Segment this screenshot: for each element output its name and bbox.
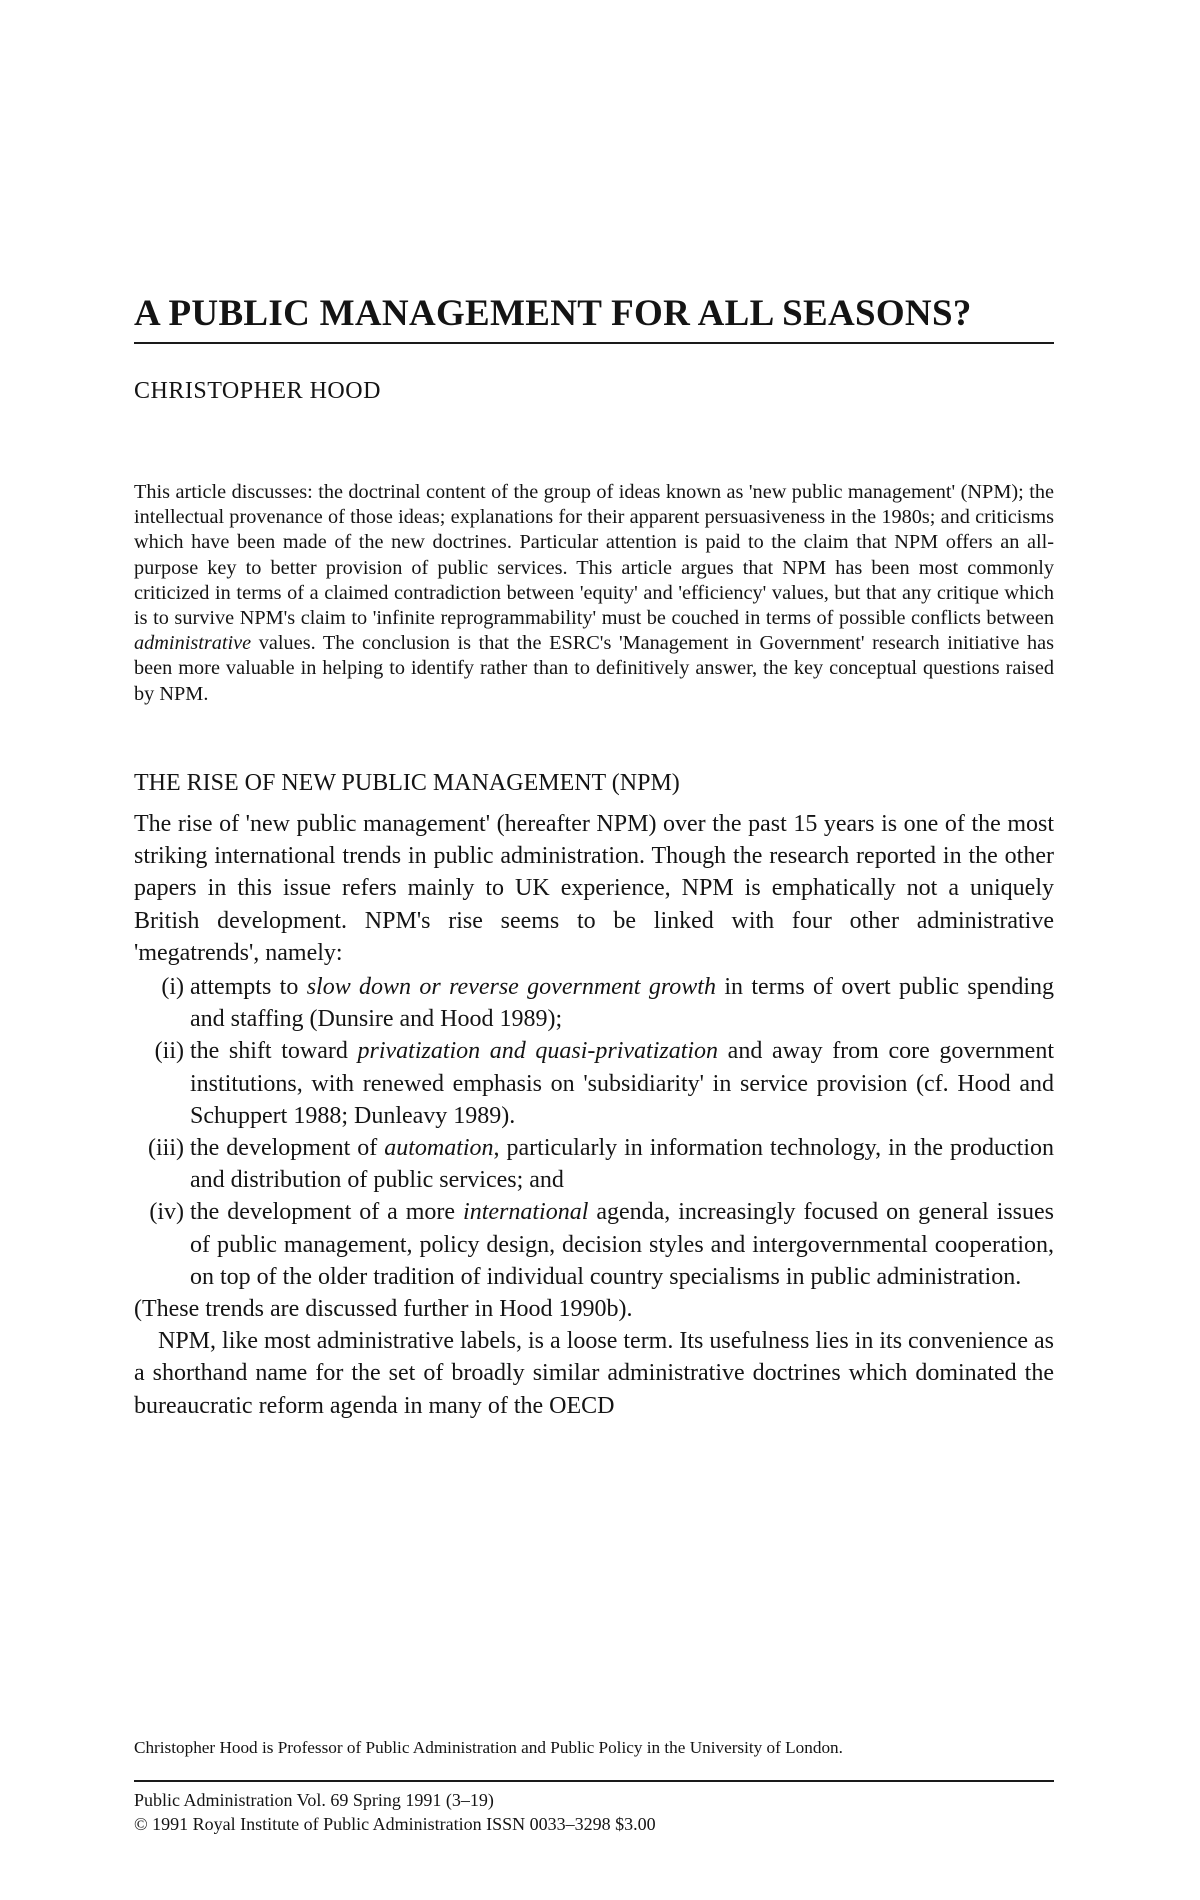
abbr-npm: NPM: [894, 531, 939, 554]
copyright-line: © 1991 Royal Institute of Public Administration ISSN 0033–3298 $3.00: [134, 1814, 656, 1834]
abstract-text: offers an all-purpose key to better provision of public services. This article argues that: [134, 531, 1054, 579]
journal-citation: Public Administration Vol. 69 Spring 1991 (3–19): [134, 1790, 494, 1810]
abstract-text: 's claim to 'infinite reprogrammability' must be couched in terms of possible conflicts between: [283, 607, 1054, 630]
abstract-text: This article discusses: the doctrinal content of the group of ideas known as 'new public management' (: [134, 481, 968, 503]
abbr-npm: NPM: [158, 1328, 211, 1355]
abbr-npm: NPM: [967, 481, 1012, 503]
list-text: , particularly in information technology, in the production and distribution of public services; and: [190, 1135, 1055, 1194]
footer-rule: [134, 1780, 1054, 1782]
list-text: attempts to: [190, 974, 307, 1001]
abbr-npm: NPM: [681, 875, 734, 902]
list-number: (i): [161, 974, 184, 1001]
abstract-text: values. The conclusion is that the: [251, 632, 550, 655]
abbr-npm: NPM: [596, 811, 649, 837]
list-text: agenda, increasingly focused on general issues of public management, policy design, decision styles and intergovernmental cooperation, on top of the older tradition of individual country specialisms in public administration.: [190, 1199, 1054, 1290]
list-number: (iii): [148, 1135, 184, 1162]
list-text: in terms of overt public spending and staffing (Dunsire and Hood 1989);: [190, 974, 1055, 1033]
article-page: [134, 0, 1054, 1900]
abstract-text: ); the intellectual provenance of those ideas; explanations for their apparent persuasiveness in the 1980s; and criticisms which have been made of the new doctrines. Particular attention is paid to the claim that: [134, 481, 1054, 554]
body-text: is emphatically not a uniquely British development.: [134, 875, 1055, 934]
title-rule: [134, 342, 1054, 344]
list-item: [134, 971, 1054, 1035]
abstract-text: has been most commonly criticized in terms of a claimed contradiction between 'equity' and 'efficiency' values, but that any critique which is to survive: [134, 556, 1055, 630]
abbr-npm: NPM: [364, 907, 417, 934]
section-heading: THE RISE OF NEW PUBLIC MANAGEMENT (NPM): [134, 770, 680, 796]
second-paragraph: [134, 1325, 1054, 1422]
list-number: (ii): [154, 1038, 184, 1065]
list-emphasis: slow down or reverse government growth: [306, 974, 716, 1001]
intro-paragraph: [134, 808, 1054, 969]
abbr-oecd: OECD: [549, 1392, 615, 1419]
abbr-npm: NPM: [159, 682, 204, 705]
section-body: [134, 808, 1054, 1422]
article-title: A PUBLIC MANAGEMENT FOR ALL SEASONS?: [134, 293, 972, 334]
abstract-text: .: [203, 682, 209, 705]
list-emphasis: international: [463, 1199, 589, 1226]
abbr-npm: NPM: [239, 607, 284, 630]
emphasis-administrative: administrative: [134, 632, 252, 655]
list-item: [134, 1132, 1054, 1196]
body-text: , like most administrative labels, is a loose term. Its usefulness lies in its convenience as a shorthand name for the set of broadly similar administrative doctrines which dominated the bureaucratic reform agenda in many of the: [134, 1328, 1054, 1419]
list-emphasis: privatization and quasi-privatization: [357, 1038, 719, 1065]
abstract: [134, 480, 1054, 707]
list-text: the shift toward: [190, 1038, 358, 1065]
list-item: [134, 1035, 1054, 1132]
abstract-text: 's 'Management in Government' research initiative has been more valuable in helping to identify rather than to definitively answer, the key conceptual questions raised by: [134, 632, 1054, 705]
list-text: the development of: [190, 1135, 385, 1162]
list-emphasis: automation: [384, 1135, 494, 1162]
abbr-npm: NPM: [782, 556, 827, 579]
journal-footer: [134, 1788, 656, 1836]
abbr-esrc: ESRC: [549, 632, 600, 655]
body-text: The rise of 'new public management' (hereafter: [134, 811, 597, 837]
list-text: the development of a more: [190, 1199, 464, 1226]
list-text: and away from core government institutions, with renewed emphasis on 'subsidiarity' in service provision (cf. Hood and Schuppert 1988; Dunleavy 1989).: [190, 1038, 1055, 1129]
list-number: (iv): [149, 1199, 184, 1226]
article-author: CHRISTOPHER HOOD: [134, 378, 381, 404]
body-text: ) over the past 15 years is one of the most striking international trends in public administration. Though the research reported in the other papers in this issue refers mainly to UK experience,: [134, 811, 1055, 902]
trends-note: (These trends are discussed further in Hood 1990b).: [134, 1296, 633, 1323]
author-note: Christopher Hood is Professor of Public Administration and Public Policy in the University of London.: [134, 1738, 843, 1757]
trend-list: [134, 971, 1054, 1293]
list-item: [134, 1196, 1054, 1293]
body-text: 's rise seems to be linked with four other administrative 'megatrends', namely:: [134, 907, 1054, 966]
